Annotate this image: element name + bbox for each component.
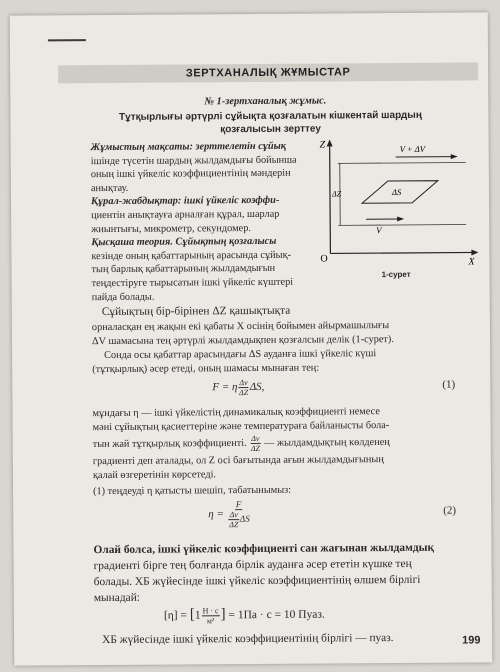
lab-title-line2: қозғалысын зерттеу	[220, 123, 321, 136]
page-number: 199	[462, 634, 481, 647]
gradient-den: ΔZ	[250, 443, 261, 454]
area-label: ΔS	[391, 186, 402, 198]
lab-number-title: № 1-зертханалық жұмыс.	[204, 95, 327, 108]
p1-line2: орналасқан ең жақын екі қабаты X осінің бойымен айырмашылығы	[91, 320, 390, 334]
formula-2	[208, 500, 251, 529]
z-axis-label: Z	[319, 139, 326, 151]
formula-1-fraction	[238, 378, 248, 397]
p2-line2: (тұтқырлық) әсер етеді, оның шамасы мынаған тең:	[92, 362, 320, 376]
p5-line1: Олай болса, ішкі үйкеліс коэффициенті сан жағынан жылдамдық	[93, 541, 435, 557]
bottom-velocity-label: V	[376, 225, 382, 236]
intro-line: анықтау.	[90, 182, 129, 194]
bottom-velocity-arrowhead	[397, 216, 404, 221]
origin-label: O	[320, 253, 328, 265]
figure-caption: 1-сурет	[381, 269, 411, 280]
formula-1-rhs: ΔS,	[249, 380, 265, 394]
p6-line: ХБ жүйесінде ішкі үйкеліс коэффициентінің бірлігі — пуаз.	[102, 632, 394, 647]
lower-layer-line	[356, 224, 466, 225]
p4-line1: (1) теңдеуді η қатысты шешіп, табатынымыз:	[93, 484, 292, 498]
lab-title-line1: Тұтқырлығы әртүрлі сұйықта қозғалатын кішкентай шардың	[119, 109, 422, 123]
p3-line1: мұндағы η — ішкі үйкелістің динамикалық коэффициенті немесе	[92, 406, 380, 420]
formula-2-inner-den: ΔZ	[229, 520, 239, 530]
formula-2-lhs: η =	[208, 508, 224, 521]
formula-3	[164, 605, 325, 625]
formula-3-rhs: = 1Па · с = 10 Пуаз.	[228, 608, 325, 622]
formula-3-unit	[202, 606, 220, 625]
dz-label: ΔZ	[331, 189, 342, 199]
p3-line3	[93, 432, 473, 454]
book-page	[10, 12, 493, 665]
p5-line3: болады. ХБ жүйесінде ішкі үйкеліс коэффициентінің өлшем бірлігі	[93, 573, 421, 589]
p3-line3-start: тын жай тұтқырлық коэффициенті.	[92, 437, 247, 450]
p1-line3: ΔV шамасына тең әртүрлі жылдамдықпен қозғалсын делік (1-сурет).	[91, 334, 394, 348]
p5-line4: мынадай:	[93, 591, 140, 605]
intro-line: тың барлық қабаттарының жылдамдығын	[91, 263, 276, 276]
formula-3-unit-den: м²	[206, 616, 215, 626]
formula-1	[212, 378, 264, 397]
formula-3-one: 1	[194, 609, 201, 622]
intro-line: Жұмыстың мақсаты: зерттелетін сұйық	[90, 140, 287, 154]
z-axis	[330, 143, 331, 253]
p2-line1: Сонда осы қабаттар арасындағы ΔS ауданға ішкі үйкеліс күші	[104, 348, 377, 362]
formula-2-num: F	[235, 499, 242, 510]
velocity-figure	[316, 134, 482, 270]
intro-line: ішінде түсетін шардың жылдамдығы бойынша	[90, 154, 297, 167]
top-velocity-label: V + ΔV	[399, 143, 425, 154]
formula-1-lhs: F = η	[212, 381, 238, 394]
p3-line2: мәні сұйықтың қасиеттеріне және температураға байланысты бола-	[92, 420, 390, 434]
p3-line5: қалай өзгеретінін көрсетеді.	[92, 469, 217, 482]
gradient-fraction	[250, 434, 260, 453]
p1-line1: Сұйықтың бір-бірінен ΔZ қашықтықта	[101, 304, 291, 319]
x-axis	[330, 252, 474, 253]
section-header: ЗЕРТХАНАЛЫҚ ЖҰМЫСТАР	[58, 62, 478, 83]
upper-layer-line	[356, 162, 466, 163]
formula-3-lhs: [η] =	[163, 609, 188, 622]
intro-line: оның ішкі үйкеліс коэффициентінің мәндерін	[90, 167, 291, 181]
gradient-num: Δv	[251, 433, 260, 444]
formula-3-unit-num: Н · с	[202, 606, 219, 616]
p3-line3-end: — жылдамдықтың көлденең	[264, 436, 390, 449]
formula-2-inner-num: Δv	[229, 510, 238, 520]
formula-1-den: ΔZ	[238, 388, 249, 398]
formula-2-inner-fraction	[229, 510, 239, 529]
intro-line: жиынтығы, микрометр, секундомер.	[91, 222, 251, 235]
formula-2-fraction	[228, 500, 250, 529]
intro-line: циентін анықтауға арналған құрал, шарлар	[91, 208, 280, 222]
top-velocity-arrowhead	[451, 154, 458, 159]
p3-line4: градиенті деп аталады, ол Z осі бағытында ағын жылдамдығының	[92, 454, 384, 468]
formula-2-inner-rhs: ΔS	[239, 513, 250, 524]
intro-line: Қысқаша теория. Сұйықтың қозғалысы	[91, 235, 277, 249]
equation-number-1: (1)	[442, 378, 456, 391]
intro-line: кезінде оның қабаттарының арасында сұйық-	[91, 249, 292, 262]
x-axis-label: X	[468, 256, 475, 268]
page-mark	[48, 39, 86, 41]
intro-line: пайда болады.	[91, 291, 155, 303]
intro-line: теңдестіруге тырысатын ішкі үйкеліс күштері	[91, 276, 294, 290]
x-axis-arrow	[471, 249, 478, 255]
equation-number-2: (2)	[443, 504, 457, 517]
formula-2-den	[228, 510, 250, 529]
formula-3-bracket-open: [	[189, 606, 195, 623]
intro-text	[91, 140, 322, 305]
formula-1-num: Δv	[239, 378, 248, 388]
formula-3-bracket-close: ]	[220, 606, 226, 623]
intro-line: Құрал-жабдықтар: ішкі үйкеліс коэффи-	[91, 195, 280, 208]
p5-line2: градиенті бірге тең болғанда бірлік ауданға әсер ететін күшке тең	[93, 557, 412, 573]
z-axis-arrow	[327, 139, 333, 146]
